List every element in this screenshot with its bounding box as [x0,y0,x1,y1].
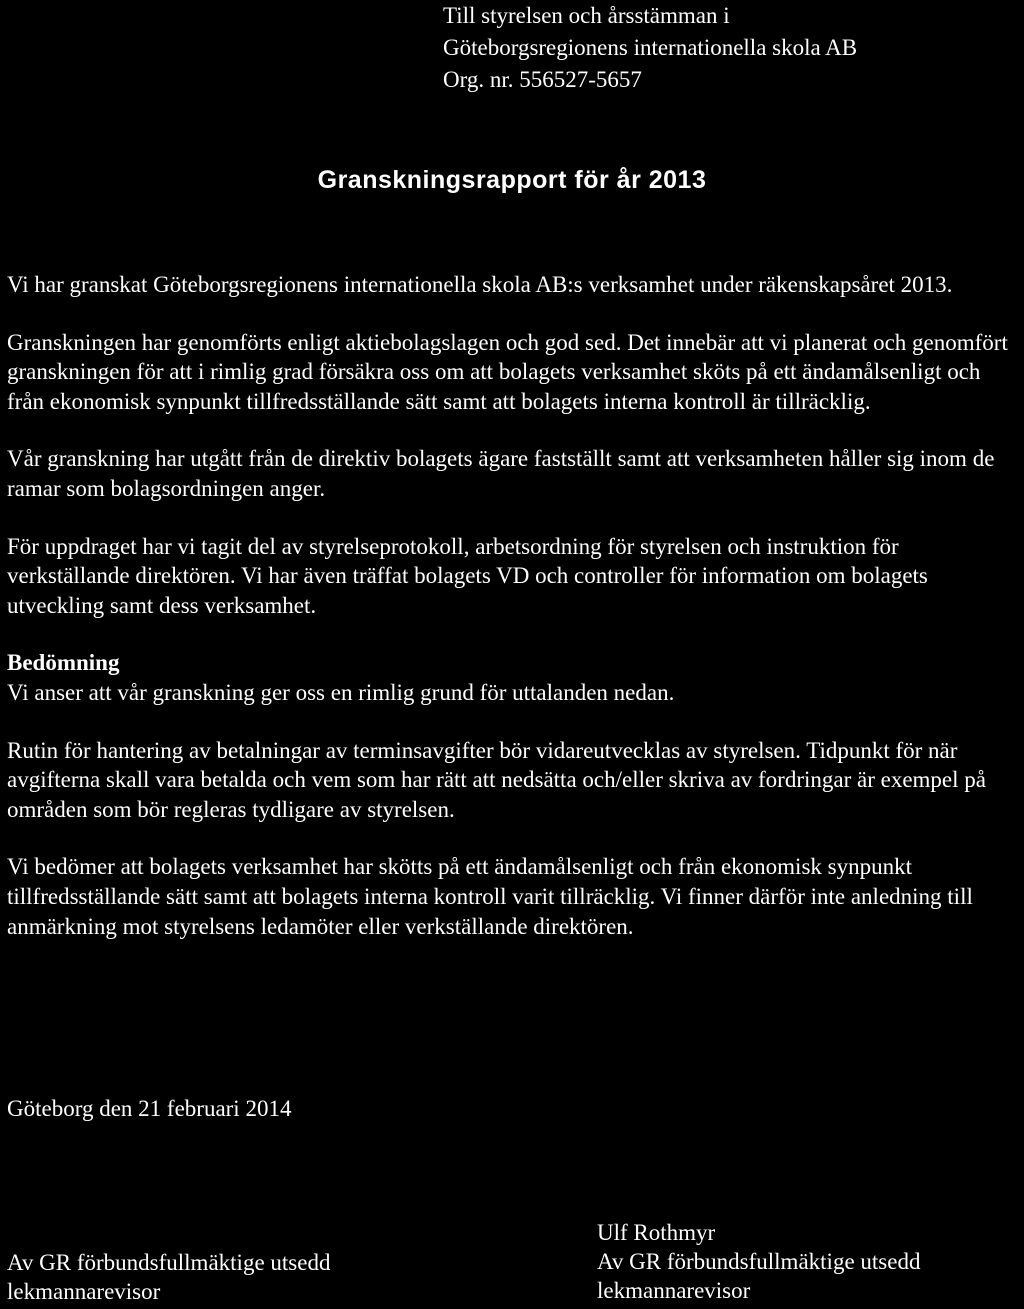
addressee-line-1: Till styrelsen och årsstämman i [443,3,730,28]
assessment-heading-wrap [7,648,1019,678]
assessment-heading: Bedömning [7,650,120,676]
paragraph-materials: För uppdraget har vi tagit del av styrelseprotokoll, arbetsordning för styrelsen och instruktion för verkställande direktören. Vi har även träffat bolagets VD och controller för information om bolagets utveckling samt dess verksamhet. [7,533,928,618]
signature-right-title: lekmannarevisor [597,1278,751,1303]
addressee-company: Göteborgsregionens internationella skola AB [443,35,858,60]
signature-right [597,1218,920,1305]
signature-left [7,1248,330,1306]
signature-right-name: Ulf Rothmyr [597,1220,716,1245]
addressee-org-number: Org. nr. 556527-5657 [443,67,642,92]
assessment-paragraph-2: Rutin för hantering av betalningar av terminsavgifter bör vidareutvecklas av styrelsen. Tidpunkt för när avgifterna skall vara betalda och vem som har rätt att nedsätta och/eller skriva av fordringar är exempel på områden som bör regleras tydligare av styrelsen. [7,737,986,822]
paragraph-scope: Vi har granskat Göteborgsregionens internationella skola AB:s verksamhet under räkenskapsåret 2013. [7,272,953,297]
signature-left-role: Av GR förbundsfullmäktige utsedd [7,1250,331,1275]
paragraph-method: Granskningen har genomförts enligt aktiebolagslagen och god sed. Det innebär att vi planerat och genomfört granskningen för att i rimlig grad försäkra oss om att bolagets verksamhet sköts på ett ändamålsenligt och från ekonomisk synpunkt tillfredsställande sätt samt att bolagets interna kontroll är tillräcklig. [7,329,1008,414]
assessment-paragraph-1: Vi anser att vår granskning ger oss en rimlig grund för uttalanden nedan. [7,679,675,705]
assessment-paragraph-3: Vi bedömer att bolagets verksamhet har skötts på ett ändamålsenligt och från ekonomisk synpunkt tillfredsställande sätt samt att bolagets interna kontroll varit tillräcklig. Vi finner därför inte anledning till anmärkning mot styrelsens ledamöter eller verkställande direktören. [7,854,973,939]
report-body [7,270,1019,969]
signature-right-role: Av GR förbundsfullmäktige utsedd [597,1249,921,1274]
paragraph-basis: Vår granskning har utgått från de direktiv bolagets ägare fastställt samt att verksamheten håller sig inom de ramar som bolagsordningen anger. [7,446,995,501]
city-date: Göteborg den 21 februari 2014 [7,1096,292,1121]
addressee-block [443,0,857,96]
report-title: Granskningsrapport för år 2013 [317,166,707,194]
signature-left-title: lekmannarevisor [7,1279,161,1304]
